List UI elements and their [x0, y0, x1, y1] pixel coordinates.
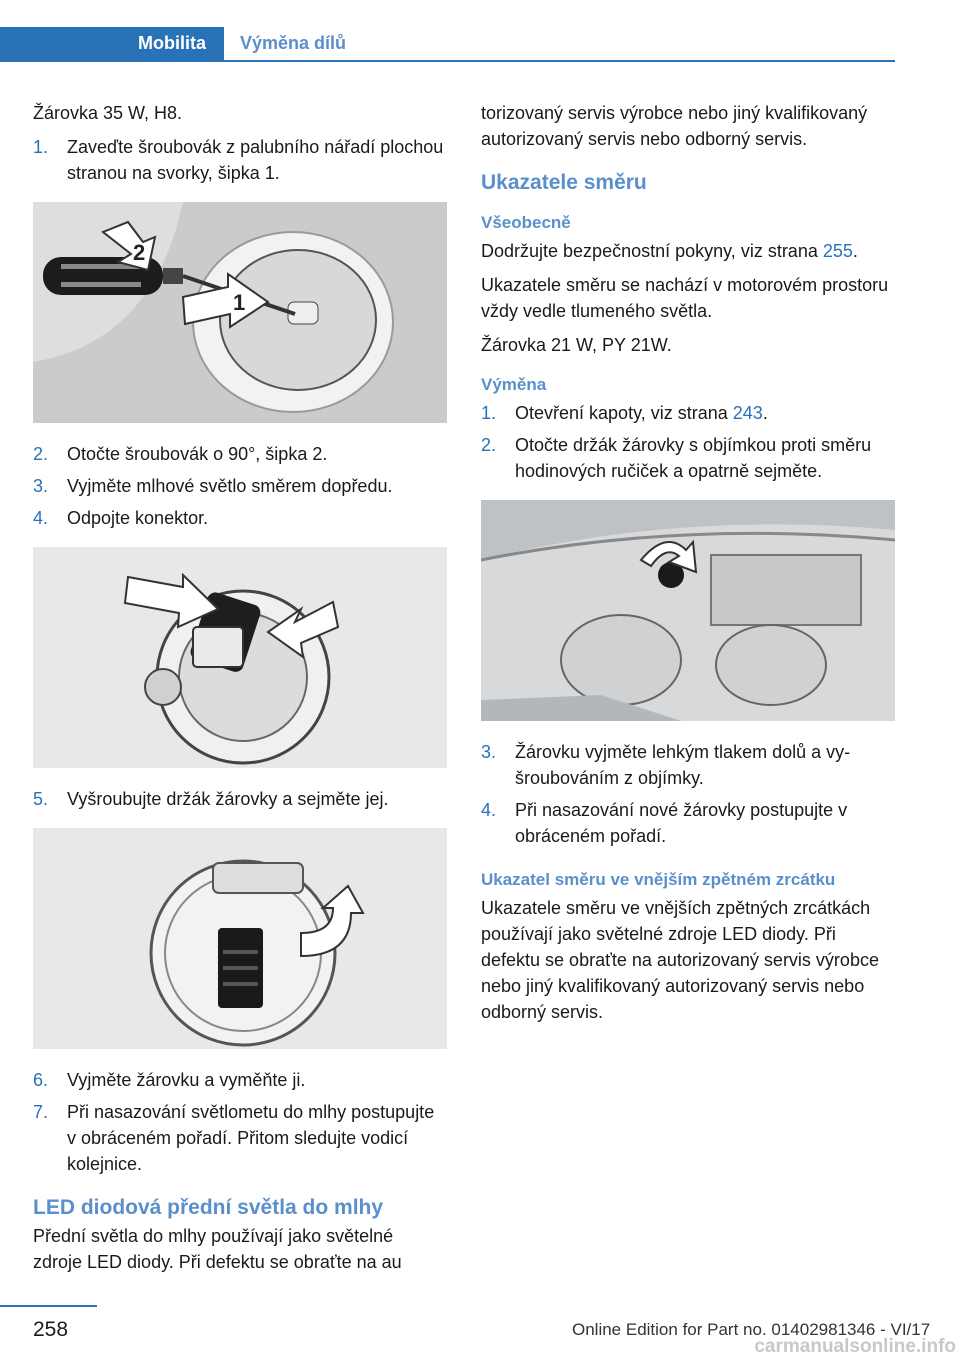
- step-item: [33, 786, 447, 812]
- edition-note: Online Edition for Part no. 01402981346 - VI/17: [572, 1320, 931, 1339]
- location-text: Ukazatele směru se nachází v motorovém prostoru vždy vedle tlumeného světla.: [481, 275, 889, 321]
- step-number: 2.: [481, 435, 497, 455]
- step-item: [33, 134, 447, 186]
- step-text: Vyjměte mlhové světlo směrem dopředu.: [67, 476, 393, 496]
- footer-rule: [0, 1305, 97, 1307]
- steps-d: [33, 1067, 447, 1177]
- step-item: [481, 797, 895, 849]
- period: .: [852, 241, 858, 261]
- fog-light-connector-illustration: [33, 547, 447, 768]
- turn-signals-heading: Ukazatele směru: [481, 171, 647, 194]
- page-link-243[interactable]: 243: [732, 403, 763, 423]
- figure-engine-bay: [481, 500, 895, 721]
- page-number: 258: [33, 1318, 69, 1341]
- step-item: [33, 441, 447, 467]
- step-text: [515, 400, 895, 426]
- figure-connector: [33, 547, 447, 768]
- step-number: 2.: [33, 444, 49, 464]
- step-item: [33, 473, 447, 499]
- general-heading: Všeobecně: [481, 213, 571, 232]
- safety-reference-text: Dodržujte bezpečnostní pokyny, viz strana: [481, 241, 823, 261]
- mirror-signal-heading: Ukazatel směru ve vnějším zpětném zrcátku: [481, 870, 836, 889]
- step-number: 4.: [481, 800, 497, 820]
- steps-after: [481, 739, 895, 849]
- step-item: [33, 505, 447, 531]
- step-text: Při nasazování světlometu do mlhy postupujte v obráceném pořadí. Přitom sledujte vodicí kolejnice.: [67, 1102, 435, 1174]
- step-number: 1.: [481, 403, 497, 423]
- watermark: carmanualsonline.info: [754, 1336, 956, 1357]
- steps-c: [33, 786, 447, 812]
- step-number: 3.: [481, 742, 497, 762]
- steps-b: [33, 441, 447, 531]
- right-column: [481, 100, 895, 1033]
- step-number: 4.: [33, 508, 49, 528]
- left-column: [33, 100, 447, 1283]
- figure-screwdriver: [33, 202, 447, 423]
- bulb-spec-right: Žárovka 21 W, PY 21W.: [481, 335, 672, 355]
- step-text: Při nasazování nové žárovky postupujte v obráceném pořadí.: [515, 800, 848, 846]
- page-header: [0, 27, 895, 62]
- period: .: [762, 403, 768, 423]
- step-text-part: Otevření kapoty, viz strana: [515, 403, 733, 423]
- step-number: 3.: [33, 476, 49, 496]
- led-fog-heading: LED diodová přední světla do mlhy: [33, 1196, 384, 1219]
- step-text: Otočte šroubovák o 90°, šipka 2.: [67, 444, 328, 464]
- step-text: Vyjměte žárovku a vyměňte ji.: [67, 1070, 306, 1090]
- page-link-255[interactable]: 255: [822, 241, 853, 261]
- led-fog-text: Přední světla do mlhy používají jako světelné zdroje LED diody. Při defektu se obraťte na au: [33, 1226, 402, 1272]
- step-item: [481, 432, 895, 484]
- step-item: [481, 739, 895, 791]
- step-item: [33, 1067, 447, 1093]
- section-tab: Mobilita: [0, 27, 224, 60]
- engine-bay-illustration: [481, 500, 895, 721]
- step-number: 1.: [33, 137, 49, 157]
- step-number: 7.: [33, 1102, 49, 1122]
- steps-a: [33, 134, 447, 186]
- bulb-spec: Žárovka 35 W, H8.: [33, 103, 183, 123]
- arrow-label-1: 1: [233, 290, 246, 315]
- bulb-holder-illustration: [33, 828, 447, 1049]
- subsection-tab: Výměna dílů: [240, 33, 347, 53]
- step-text: Vyšroubujte držák žárovky a sejměte jej.: [67, 789, 389, 809]
- figure-bulb-holder: [33, 828, 447, 1049]
- step-number: 5.: [33, 789, 49, 809]
- safety-reference: [481, 238, 895, 264]
- step-text: Zaveďte šroubovák z palubního nářadí plochou stranou na svorky, šipka 1.: [67, 137, 444, 183]
- step-number: 6.: [33, 1070, 49, 1090]
- mirror-signal-text: Ukazatele směru ve vnějších zpětných zrcátkách používají jako světelné zdroje LED diody. Při defektu se obraťte na autorizovaný servis výrobce nebo jiný kvalifikovaný autorizovaný servis nebo odborný servis.: [481, 898, 879, 1022]
- arrow-label-2: 2: [133, 240, 146, 265]
- step-text: Odpojte konektor.: [67, 508, 209, 528]
- step-text: Otočte držák žárovky s objímkou proti směru hodinových ručiček a opatrně sejměte.: [515, 435, 872, 481]
- replacement-heading: Výměna: [481, 375, 547, 394]
- continued-text: torizovaný servis výrobce nebo jiný kvalifikovaný autorizovaný servis nebo odborný servis.: [481, 103, 868, 149]
- step-item: [481, 400, 895, 426]
- step-text: Žárovku vyjměte lehkým tlakem dolů a vyšroubováním z objímky.: [515, 742, 851, 788]
- screwdriver-illustration: [33, 202, 447, 423]
- step-item: [33, 1099, 447, 1177]
